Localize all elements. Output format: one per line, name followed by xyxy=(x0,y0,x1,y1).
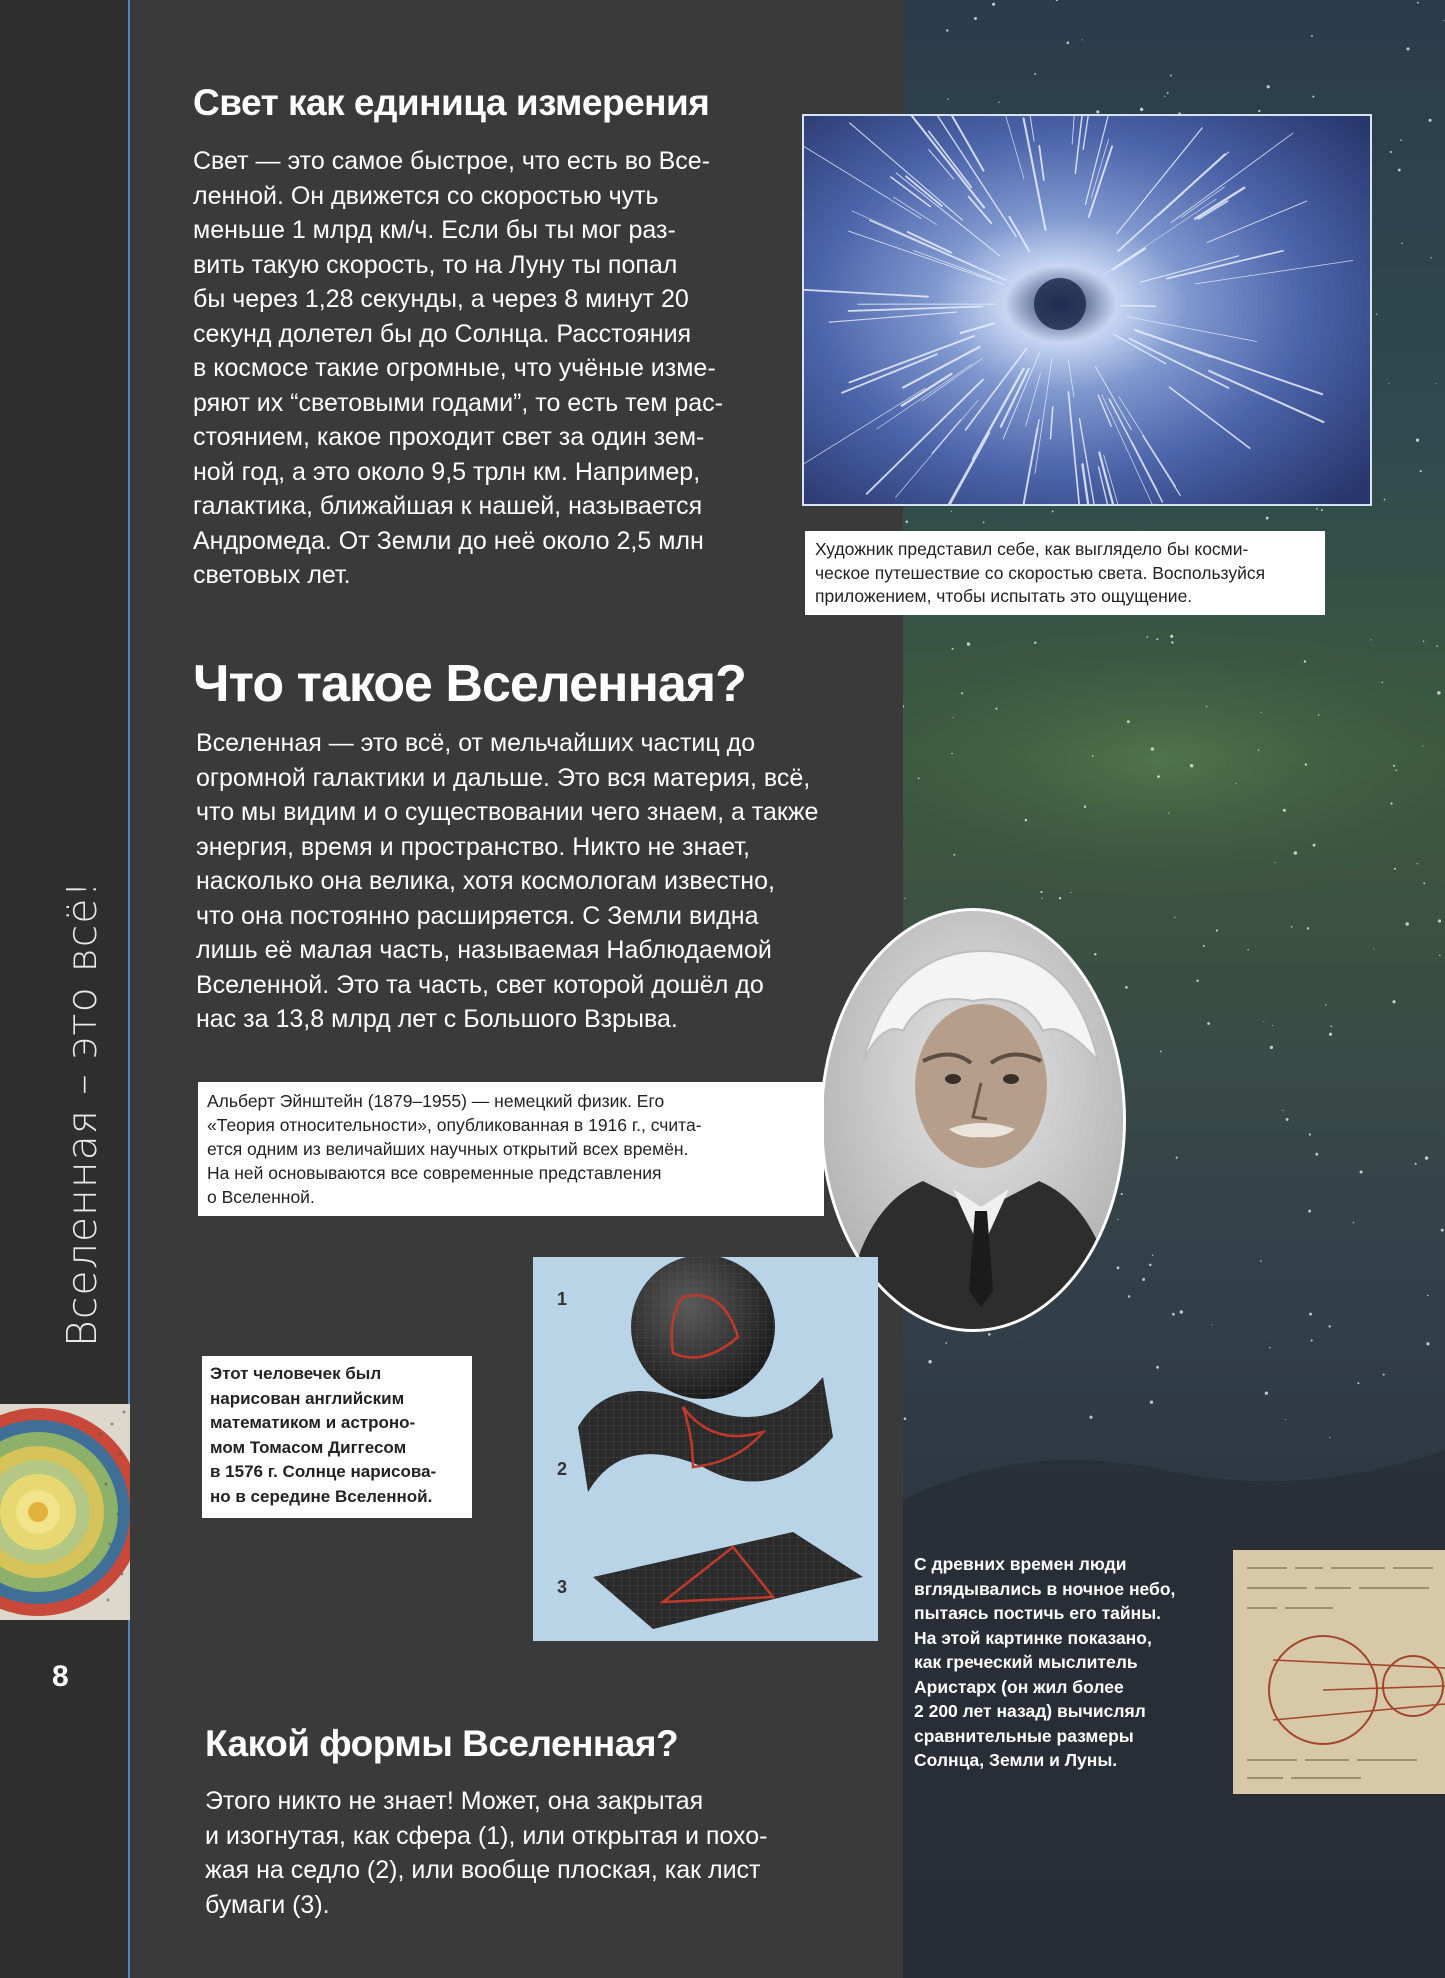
star xyxy=(983,522,985,524)
star xyxy=(1216,930,1218,932)
heading-what-is-universe: Что такое Вселенная? xyxy=(193,655,746,713)
star xyxy=(1082,39,1083,40)
star xyxy=(953,717,954,718)
star xyxy=(1206,706,1207,707)
star xyxy=(1283,809,1286,812)
text-line: секунд долетел бы до Солнца. Расстояния xyxy=(193,319,692,348)
caption-line: Художник представил себе, как выглядело бы косми- xyxy=(815,539,1249,559)
caption-digges xyxy=(202,1356,472,1518)
star xyxy=(1436,645,1438,647)
caption-line: но в середине Вселенной. xyxy=(210,1486,433,1506)
universe-shapes-diagram xyxy=(533,1257,878,1641)
caption-line: «Теория относительности», опубликованная в 1916 г., счита- xyxy=(207,1115,702,1135)
star xyxy=(992,3,995,6)
star xyxy=(904,1417,907,1420)
star xyxy=(1127,720,1130,723)
text-line: насколько она велика, хотя космологам известно, xyxy=(196,867,775,895)
star xyxy=(1294,851,1298,855)
star xyxy=(1381,682,1383,684)
aristarchus-manuscript-image xyxy=(1233,1550,1445,1794)
paragraph-what-is-universe xyxy=(196,726,896,1037)
shape-label-sphere: 1 xyxy=(557,1289,568,1309)
text-line: жая на седло (2), или вообще плоская, как лист xyxy=(205,1856,761,1884)
star xyxy=(1117,1266,1120,1269)
star xyxy=(1321,509,1323,511)
page-number: 8 xyxy=(52,1660,69,1693)
star xyxy=(1360,1170,1363,1173)
text-line: лишь её малая часть, называемая Наблюдаемой xyxy=(196,936,772,964)
paragraph-light-unit xyxy=(193,144,793,593)
star xyxy=(1371,639,1372,640)
heading-universe-shape: Какой формы Вселенная? xyxy=(205,1723,679,1764)
caption-line: мом Томасом Диггесом xyxy=(210,1437,407,1457)
star xyxy=(1041,898,1042,899)
star xyxy=(953,854,955,856)
star xyxy=(1427,1295,1429,1297)
star xyxy=(1040,891,1042,893)
text-line: Свет — это самое быстрое, что есть во Все- xyxy=(193,147,711,175)
star xyxy=(1211,1324,1212,1325)
star xyxy=(1388,383,1389,384)
star xyxy=(1313,844,1316,847)
star xyxy=(1286,1118,1289,1121)
text-line: огромной галактики и дальше. Это вся материя, всё, xyxy=(196,763,811,792)
star xyxy=(1437,691,1441,695)
star xyxy=(1330,1025,1332,1027)
star xyxy=(1416,439,1419,442)
star xyxy=(1390,151,1392,153)
caption-line: Альберт Эйнштейн (1879–1955) — немецкий физик. Его xyxy=(207,1091,665,1111)
star xyxy=(1168,812,1169,813)
star xyxy=(1067,42,1070,45)
star xyxy=(1282,1110,1283,1111)
star xyxy=(1258,749,1259,750)
text-line: что она постоянно расширяется. С Земли видна xyxy=(196,901,759,930)
caption-line: ческое путешествие со скоростью света. Воспользуйся xyxy=(815,562,1266,583)
star xyxy=(1398,169,1401,172)
caption-line: С древних времен люди xyxy=(914,1554,1127,1574)
text-line: бумаги (3). xyxy=(205,1890,330,1919)
star xyxy=(1431,257,1432,258)
star xyxy=(1422,745,1423,746)
caption-line: Аристарх (он жил более xyxy=(914,1676,1124,1697)
star xyxy=(1426,1342,1429,1345)
text-line: бы через 1,28 секунды, а через 8 минут 20 xyxy=(193,285,689,313)
star xyxy=(947,98,948,99)
star xyxy=(1052,510,1054,512)
star xyxy=(995,708,997,710)
star xyxy=(1160,1051,1162,1053)
star xyxy=(1312,96,1314,98)
caption-line: На этой картинке показано, xyxy=(914,1627,1152,1648)
text-line: вить такую скорость, то на Луну ты попал xyxy=(193,250,678,279)
star xyxy=(1357,1382,1359,1384)
star xyxy=(1291,926,1293,928)
star xyxy=(1318,714,1320,716)
text-line: в космосе такие огромные, что учёные изме- xyxy=(193,354,716,382)
star xyxy=(918,778,920,780)
star xyxy=(998,102,999,103)
star xyxy=(1400,139,1402,141)
star xyxy=(1267,85,1270,88)
caption-line: 2 200 лет назад) вычислял xyxy=(914,1701,1146,1721)
star xyxy=(1436,383,1437,384)
star xyxy=(1417,863,1418,864)
star xyxy=(1034,73,1036,75)
star xyxy=(1309,1133,1311,1135)
star xyxy=(1196,980,1198,982)
star xyxy=(1070,892,1071,893)
star xyxy=(1401,242,1402,243)
star xyxy=(1392,1000,1395,1003)
star xyxy=(1417,2,1419,4)
star xyxy=(1260,1260,1262,1262)
star xyxy=(906,520,909,523)
star xyxy=(1170,635,1173,638)
star xyxy=(1190,764,1193,767)
star xyxy=(1207,1022,1210,1025)
star xyxy=(1329,1033,1332,1036)
star xyxy=(1146,636,1148,638)
star xyxy=(946,29,948,31)
star xyxy=(1156,1366,1159,1369)
caption-line: ется одним из величайших научных открытий всех времён. xyxy=(207,1139,689,1159)
caption-line: вглядывались в ночное небо, xyxy=(914,1578,1176,1599)
star xyxy=(1384,499,1386,501)
star xyxy=(1272,1025,1273,1026)
star xyxy=(1034,642,1036,644)
star xyxy=(1270,1046,1273,1049)
spine-title: Вселенная – это всё! xyxy=(58,880,106,1347)
star xyxy=(1395,769,1397,771)
star xyxy=(1309,1313,1312,1316)
star xyxy=(928,1360,932,1364)
star xyxy=(1423,640,1424,641)
star xyxy=(1235,783,1236,784)
star xyxy=(952,648,954,650)
star xyxy=(951,753,953,755)
star xyxy=(1316,508,1318,510)
star xyxy=(1089,1416,1092,1419)
star xyxy=(1128,1295,1130,1297)
star xyxy=(1420,470,1422,472)
shape-label-flat: 3 xyxy=(557,1577,568,1597)
star xyxy=(1441,1229,1444,1232)
caption-line: сравнительные размеры xyxy=(914,1725,1134,1746)
star xyxy=(974,17,977,20)
caption-einstein xyxy=(198,1082,824,1216)
star xyxy=(1373,948,1374,949)
star xyxy=(1167,92,1169,94)
star xyxy=(1125,986,1128,989)
heading-light-unit: Свет как единица измерения xyxy=(193,82,710,123)
star xyxy=(1307,927,1309,929)
star xyxy=(1353,1222,1354,1223)
star xyxy=(1376,314,1377,315)
caption-line: Этот человечек был xyxy=(210,1364,382,1383)
star xyxy=(1164,96,1165,97)
star xyxy=(1247,949,1249,951)
paragraph-universe-shape xyxy=(205,1784,845,1922)
warp-ray xyxy=(1121,306,1155,307)
star xyxy=(1157,775,1160,778)
star xyxy=(1305,763,1307,765)
star xyxy=(1383,1374,1385,1376)
star xyxy=(1275,862,1276,863)
text-line: ной год, а это около 9,5 трлн км. Например, xyxy=(193,457,701,486)
star xyxy=(1117,1219,1118,1220)
star xyxy=(1261,712,1262,713)
digges-diagram-thumbnail xyxy=(0,1404,130,1620)
text-line: галактика, ближайшая к нашей, называется xyxy=(193,492,703,520)
star xyxy=(1180,1310,1184,1314)
star xyxy=(904,898,905,899)
star xyxy=(1176,1157,1178,1159)
star xyxy=(1170,75,1172,77)
star xyxy=(1315,1153,1318,1156)
star xyxy=(1151,747,1154,750)
text-line: нас за 13,8 млрд лет с Большого Взрыва. xyxy=(196,1005,678,1033)
star xyxy=(1084,806,1086,808)
star xyxy=(1425,1156,1428,1159)
light-speed-travel-image xyxy=(802,114,1372,506)
star xyxy=(967,642,970,645)
star xyxy=(1406,47,1409,50)
star xyxy=(1438,919,1441,922)
star xyxy=(1415,1163,1417,1165)
star xyxy=(951,511,952,512)
text-line: стоянием, какое проходит свет за один зем- xyxy=(193,423,705,451)
text-line: Вселенная — это всё, от мельчайших частиц до xyxy=(196,729,756,757)
star xyxy=(1094,953,1097,956)
star xyxy=(1140,108,1144,112)
star xyxy=(1325,1004,1327,1006)
star xyxy=(1393,765,1395,767)
text-line: Вселенной. Это та часть, свет которой дошёл до xyxy=(196,970,764,999)
caption-line: Солнца, Земли и Луны. xyxy=(914,1750,1118,1770)
text-line: световых лет. xyxy=(193,561,351,589)
caption-line: На ней основываются все современные представления xyxy=(207,1163,662,1183)
caption-line: математиком и астроно- xyxy=(210,1413,416,1432)
star xyxy=(1311,1340,1313,1342)
shape-label-saddle: 2 xyxy=(557,1459,568,1479)
star xyxy=(1059,897,1061,899)
star xyxy=(1263,1021,1264,1022)
star xyxy=(1285,1419,1286,1420)
star xyxy=(1150,1401,1153,1404)
star xyxy=(1174,917,1175,918)
text-line: ряют их “световыми годами”, то есть тем рас- xyxy=(193,388,723,417)
star xyxy=(1171,641,1173,643)
text-line: Этого никто не знает! Может, она закрытая xyxy=(205,1787,704,1815)
star xyxy=(1405,922,1409,926)
star xyxy=(1156,638,1158,640)
star xyxy=(1172,1313,1175,1316)
text-line: Андромеда. От Земли до неё около 2,5 млн xyxy=(193,526,704,555)
caption-line: в 1576 г. Солнце нарисова- xyxy=(210,1462,437,1481)
star xyxy=(1056,0,1058,1)
caption-line: как греческий мыслитель xyxy=(914,1652,1138,1672)
caption-line: приложением, чтобы испытать это ощущение. xyxy=(815,586,1193,606)
caption-line: нарисован английским xyxy=(210,1388,405,1408)
star xyxy=(1121,1193,1123,1195)
star xyxy=(988,1333,991,1336)
star xyxy=(1328,1325,1330,1327)
star xyxy=(1429,119,1432,122)
star xyxy=(1304,660,1306,662)
star xyxy=(1394,868,1396,870)
star xyxy=(1203,945,1205,947)
text-line: и изогнутая, как сфера (1), или открытая и похо- xyxy=(205,1821,768,1850)
star xyxy=(1439,955,1440,956)
star xyxy=(1152,1255,1153,1256)
text-line: ленной. Он движется со скоростью чуть xyxy=(193,181,659,210)
text-line: что мы видим и о существовании чего знаем, а также xyxy=(196,798,819,826)
star xyxy=(945,1342,947,1344)
star xyxy=(1142,1278,1145,1281)
caption-light-speed xyxy=(805,531,1325,615)
text-line: меньше 1 млрд км/ч. Если бы ты мог раз- xyxy=(193,216,676,244)
caption-line: о Вселенной. xyxy=(207,1187,315,1207)
star xyxy=(1265,1392,1268,1395)
star xyxy=(1311,35,1313,37)
star xyxy=(961,692,963,694)
caption-line: пытаясь постичь его тайны. xyxy=(914,1603,1162,1623)
star xyxy=(1266,517,1269,520)
star xyxy=(1149,1264,1152,1267)
star xyxy=(1269,1347,1270,1348)
star xyxy=(1025,819,1028,822)
star xyxy=(1329,1437,1330,1438)
text-line: энергия, время и пространство. Никто не знает, xyxy=(196,832,750,861)
star xyxy=(1308,1210,1311,1213)
star xyxy=(1092,755,1094,757)
star xyxy=(1258,110,1260,112)
caption-aristarchus xyxy=(914,1552,1234,1773)
star xyxy=(1423,882,1425,884)
star xyxy=(1390,802,1392,804)
